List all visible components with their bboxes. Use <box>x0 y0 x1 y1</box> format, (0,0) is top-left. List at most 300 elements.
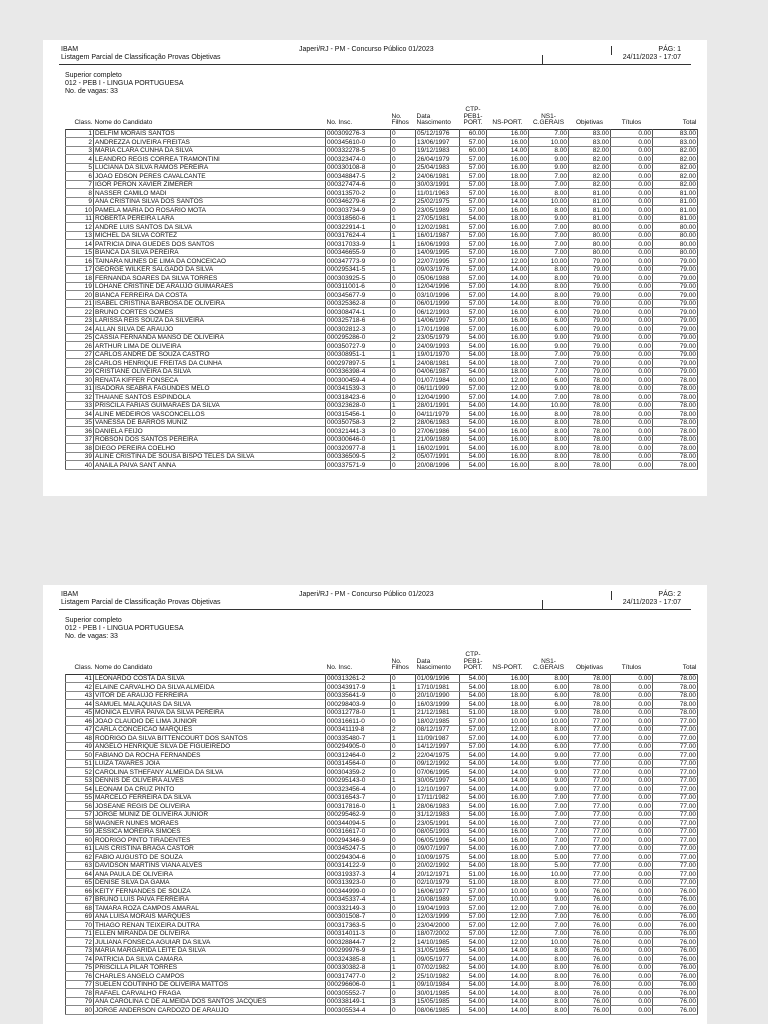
birthdate-cell: 25/02/1975 <box>416 197 460 206</box>
objetivas-cell: 82.00 <box>569 146 611 155</box>
inscription-cell: 000302812-3 <box>326 325 391 334</box>
candidate-name-cell: CHARLES ANGELO CAMPOS <box>94 972 326 981</box>
objetivas-cell: 79.00 <box>569 299 611 308</box>
col-header-nsport: NS-PORT. <box>492 119 523 127</box>
col-header-ns1: NS1- C.GERAIS <box>532 657 565 672</box>
ns1-cell: 8.00 <box>529 410 569 419</box>
inscription-cell: 000295341-5 <box>326 265 391 274</box>
candidate-name-cell: ANDREZZA OLIVEIRA FREITAS <box>94 138 326 147</box>
titulos-cell: 0.00 <box>611 997 653 1006</box>
table-row <box>66 853 698 862</box>
children-cell: 0 <box>391 836 416 845</box>
table-header-row <box>66 652 698 674</box>
ns1-cell: 8.00 <box>529 427 569 436</box>
candidate-name-cell: PRISCILA FARIAS GUIMARAES DA SILVA <box>94 401 326 410</box>
table-row <box>66 742 698 751</box>
ns-port-cell: 14.00 <box>487 759 529 768</box>
titulos-cell: 0.00 <box>611 844 653 853</box>
class-cell: 44 <box>66 700 94 709</box>
children-cell: 0 <box>391 461 416 470</box>
class-cell: 51 <box>66 759 94 768</box>
birthdate-cell: 23/05/1991 <box>416 819 460 828</box>
table-row <box>66 776 698 785</box>
titulos-cell: 0.00 <box>611 793 653 802</box>
class-cell: 74 <box>66 955 94 964</box>
children-cell: 2 <box>391 972 416 981</box>
candidate-name-cell: BRUNO CORTES GOMES <box>94 308 326 317</box>
table-row <box>66 155 698 164</box>
birthdate-cell: 21/09/1989 <box>416 435 460 444</box>
table-body <box>66 674 698 1014</box>
ns-port-cell: 14.00 <box>487 785 529 794</box>
total-cell: 78.00 <box>653 401 698 410</box>
children-cell: 0 <box>391 257 416 266</box>
titulos-cell: 0.00 <box>611 912 653 921</box>
table-row <box>66 938 698 947</box>
class-cell: 22 <box>66 308 94 317</box>
ctp-cell: 54.00 <box>460 700 487 709</box>
inscription-cell: 000311001-6 <box>326 282 391 291</box>
ns1-cell: 9.00 <box>529 163 569 172</box>
ns1-cell: 10.00 <box>529 938 569 947</box>
children-cell: 0 <box>391 376 416 385</box>
titulos-cell: 0.00 <box>611 189 653 198</box>
birthdate-cell: 12/02/1981 <box>416 223 460 232</box>
ns-port-cell: 16.00 <box>487 189 529 198</box>
ns-port-cell: 16.00 <box>487 248 529 257</box>
table-row <box>66 836 698 845</box>
table-row <box>66 325 698 334</box>
inscription-cell: 000316617-0 <box>326 827 391 836</box>
candidate-name-cell: DAVIDSON MARTINS VIANA ALVES <box>94 861 326 870</box>
ctp-cell: 54.00 <box>460 989 487 998</box>
birthdate-cell: 24/08/1981 <box>416 359 460 368</box>
inscription-cell: 000314011-3 <box>326 929 391 938</box>
candidate-name-cell: CARLA CONCEICAO MARQUES <box>94 725 326 734</box>
birthdate-cell: 19/12/1983 <box>416 146 460 155</box>
ns-port-cell: 16.00 <box>487 138 529 147</box>
class-cell: 1 <box>66 129 94 138</box>
report-datetime: 24/11/2023 - 17:07 <box>622 599 681 606</box>
objetivas-cell: 80.00 <box>569 231 611 240</box>
class-cell: 4 <box>66 155 94 164</box>
total-cell: 76.00 <box>653 929 698 938</box>
ns-port-cell: 14.00 <box>487 776 529 785</box>
titulos-cell: 0.00 <box>611 776 653 785</box>
children-cell: 0 <box>391 223 416 232</box>
total-cell: 79.00 <box>653 274 698 283</box>
candidate-name-cell: DELFIM MORAIS SANTOS <box>94 129 326 138</box>
inscription-cell: 000325718-6 <box>326 316 391 325</box>
birthdate-cell: 08/12/1977 <box>416 725 460 734</box>
titulos-cell: 0.00 <box>611 291 653 300</box>
ns-port-cell: 16.00 <box>487 342 529 351</box>
table-row <box>66 401 698 410</box>
inscription-cell: 000294304-6 <box>326 853 391 862</box>
children-cell: 1 <box>391 895 416 904</box>
ns-port-cell: 18.00 <box>487 853 529 862</box>
inscription-cell: 000312778-0 <box>326 708 391 717</box>
titulos-cell: 0.00 <box>611 461 653 470</box>
children-cell: 0 <box>391 989 416 998</box>
ctp-cell: 57.00 <box>460 248 487 257</box>
birthdate-cell: 28/06/1983 <box>416 802 460 811</box>
ctp-cell: 54.00 <box>460 963 487 972</box>
ns-port-cell: 16.00 <box>487 793 529 802</box>
inscription-cell: 000301508-7 <box>326 912 391 921</box>
children-cell: 1 <box>391 963 416 972</box>
candidate-name-cell: ANA PAULA DE OLIVEIRA <box>94 870 326 879</box>
inscription-cell: 000341119-8 <box>326 725 391 734</box>
objetivas-cell: 79.00 <box>569 308 611 317</box>
objetivas-cell: 78.00 <box>569 401 611 410</box>
ns-port-cell: 14.00 <box>487 742 529 751</box>
inscription-cell: 000317033-9 <box>326 240 391 249</box>
ns-port-cell: 14.00 <box>487 972 529 981</box>
ctp-cell: 54.00 <box>460 836 487 845</box>
candidate-name-cell: PRISCILLA PILAR TORRES <box>94 963 326 972</box>
class-cell: 5 <box>66 163 94 172</box>
titulos-cell: 0.00 <box>611 734 653 743</box>
total-cell: 77.00 <box>653 734 698 743</box>
ns1-cell: 9.00 <box>529 768 569 777</box>
titulos-cell: 0.00 <box>611 989 653 998</box>
ns1-cell: 8.00 <box>529 291 569 300</box>
ns-port-cell: 14.00 <box>487 997 529 1006</box>
children-cell: 2 <box>391 452 416 461</box>
objetivas-cell: 76.00 <box>569 887 611 896</box>
children-cell: 0 <box>391 785 416 794</box>
col-header-name: Nome do Candidato <box>94 119 153 127</box>
ns1-cell: 6.00 <box>529 691 569 700</box>
table-row <box>66 257 698 266</box>
total-cell: 78.00 <box>653 384 698 393</box>
ns-port-cell: 16.00 <box>487 223 529 232</box>
ns1-cell: 8.00 <box>529 265 569 274</box>
objetivas-cell: 82.00 <box>569 163 611 172</box>
titulos-cell: 0.00 <box>611 921 653 930</box>
total-cell: 80.00 <box>653 248 698 257</box>
table-row <box>66 316 698 325</box>
titulos-cell: 0.00 <box>611 265 653 274</box>
total-cell: 82.00 <box>653 172 698 181</box>
titulos-cell: 0.00 <box>611 972 653 981</box>
ctp-cell: 57.00 <box>460 265 487 274</box>
document-page-2 <box>43 585 707 1024</box>
inscription-cell: 000344999-0 <box>326 887 391 896</box>
ctp-cell: 54.00 <box>460 674 487 683</box>
candidate-name-cell: MARCELO FERREIRA DA SILVA <box>94 793 326 802</box>
inscription-cell: 000343917-9 <box>326 683 391 692</box>
children-cell: 2 <box>391 751 416 760</box>
class-cell: 46 <box>66 717 94 726</box>
titulos-cell: 0.00 <box>611 1006 653 1015</box>
birthdate-cell: 31/05/1965 <box>416 946 460 955</box>
objetivas-cell: 77.00 <box>569 819 611 828</box>
ctp-cell: 57.00 <box>460 197 487 206</box>
table-row <box>66 274 698 283</box>
candidate-name-cell: CASSIA FERNANDA MANSO DE OLIVEIRA <box>94 333 326 342</box>
ns1-cell: 7.00 <box>529 172 569 181</box>
class-cell: 18 <box>66 274 94 283</box>
header-divider <box>611 591 612 600</box>
ctp-cell: 54.00 <box>460 418 487 427</box>
total-cell: 77.00 <box>653 861 698 870</box>
total-cell: 77.00 <box>653 776 698 785</box>
titulos-cell: 0.00 <box>611 197 653 206</box>
table-row <box>66 921 698 930</box>
ctp-cell: 54.00 <box>460 997 487 1006</box>
ns-port-cell: 12.00 <box>487 725 529 734</box>
objetivas-cell: 79.00 <box>569 257 611 266</box>
birthdate-cell: 20/12/1971 <box>416 870 460 879</box>
children-cell: 0 <box>391 759 416 768</box>
ctp-cell: 57.00 <box>460 189 487 198</box>
candidate-name-cell: ELAINE CARVALHO DA SILVA ALMEIDA <box>94 683 326 692</box>
titulos-cell: 0.00 <box>611 138 653 147</box>
objetivas-cell: 76.00 <box>569 938 611 947</box>
objetivas-cell: 78.00 <box>569 461 611 470</box>
ctp-cell: 57.00 <box>460 904 487 913</box>
objetivas-cell: 78.00 <box>569 708 611 717</box>
inscription-cell: 000335480-7 <box>326 734 391 743</box>
children-cell: 2 <box>391 197 416 206</box>
ctp-cell: 54.00 <box>460 452 487 461</box>
inscription-cell: 000305552-7 <box>326 989 391 998</box>
ns1-cell: 8.00 <box>529 946 569 955</box>
objetivas-cell: 76.00 <box>569 904 611 913</box>
class-cell: 80 <box>66 1006 94 1015</box>
total-cell: 79.00 <box>653 350 698 359</box>
total-cell: 76.00 <box>653 963 698 972</box>
birthdate-cell: 20/08/1996 <box>416 461 460 470</box>
birthdate-cell: 05/07/1991 <box>416 452 460 461</box>
ns1-cell: 7.00 <box>529 248 569 257</box>
birthdate-cell: 24/09/1993 <box>416 342 460 351</box>
vacancies-count: No. de vagas: 33 <box>65 633 118 640</box>
birthdate-cell: 12/04/1990 <box>416 393 460 402</box>
ctp-cell: 57.00 <box>460 929 487 938</box>
candidate-name-cell: ALINE CRISTINA DE SOUSA BISPO TELES DA SILVA <box>94 452 326 461</box>
page-number: PÁG: 1 <box>658 46 681 53</box>
total-cell: 76.00 <box>653 955 698 964</box>
ctp-cell: 57.00 <box>460 316 487 325</box>
children-cell: 0 <box>391 342 416 351</box>
birthdate-cell: 28/01/1991 <box>416 401 460 410</box>
col-header-objetivas: Objetivas <box>575 119 604 127</box>
candidate-name-cell: GEORGE WILKER SALGADO DA SILVA <box>94 265 326 274</box>
total-cell: 83.00 <box>653 138 698 147</box>
ctp-cell: 54.00 <box>460 980 487 989</box>
titulos-cell: 0.00 <box>611 325 653 334</box>
candidate-name-cell: CRISTIANE OLIVEIRA DA SILVA <box>94 367 326 376</box>
ns1-cell: 10.00 <box>529 138 569 147</box>
ns1-cell: 8.00 <box>529 878 569 887</box>
ns-port-cell: 18.00 <box>487 359 529 368</box>
table-row <box>66 700 698 709</box>
ns1-cell: 8.00 <box>529 1006 569 1015</box>
candidate-name-cell: LEANDRO REGIS CORREA TRAMONTINI <box>94 155 326 164</box>
total-cell: 78.00 <box>653 683 698 692</box>
ctp-cell: 54.00 <box>460 793 487 802</box>
ns1-cell: 7.00 <box>529 793 569 802</box>
objetivas-cell: 77.00 <box>569 810 611 819</box>
titulos-cell: 0.00 <box>611 231 653 240</box>
table-row <box>66 887 698 896</box>
table-row <box>66 819 698 828</box>
children-cell: 1 <box>391 708 416 717</box>
inscription-cell: 000296606-0 <box>326 980 391 989</box>
class-cell: 35 <box>66 418 94 427</box>
col-header-name: Nome do Candidato <box>94 664 153 672</box>
candidate-name-cell: LUCIANA DA SILVA RAMOS PEREIRA <box>94 163 326 172</box>
titulos-cell: 0.00 <box>611 350 653 359</box>
birthdate-cell: 31/12/1983 <box>416 810 460 819</box>
class-cell: 63 <box>66 861 94 870</box>
birthdate-cell: 04/11/1979 <box>416 410 460 419</box>
class-cell: 26 <box>66 342 94 351</box>
birthdate-cell: 01/09/1996 <box>416 674 460 683</box>
inscription-cell: 000321441-3 <box>326 427 391 436</box>
total-cell: 76.00 <box>653 895 698 904</box>
objetivas-cell: 77.00 <box>569 827 611 836</box>
inscription-cell: 000313261-2 <box>326 674 391 683</box>
objetivas-cell: 77.00 <box>569 802 611 811</box>
total-cell: 79.00 <box>653 308 698 317</box>
table-row <box>66 206 698 215</box>
ns1-cell: 9.00 <box>529 708 569 717</box>
children-cell: 2 <box>391 333 416 342</box>
ns1-cell: 8.00 <box>529 963 569 972</box>
class-cell: 21 <box>66 299 94 308</box>
candidate-name-cell: MONICA ELVIRA PAIVA DA SILVA PEREIRA <box>94 708 326 717</box>
ctp-cell: 54.00 <box>460 461 487 470</box>
candidate-name-cell: JOAO EDSON PERES CAVALCANTE <box>94 172 326 181</box>
total-cell: 78.00 <box>653 444 698 453</box>
class-cell: 55 <box>66 793 94 802</box>
class-cell: 2 <box>66 138 94 147</box>
class-cell: 78 <box>66 989 94 998</box>
table-row <box>66 734 698 743</box>
table-row <box>66 231 698 240</box>
ctp-cell: 54.00 <box>460 691 487 700</box>
inscription-cell: 000316543-7 <box>326 793 391 802</box>
titulos-cell: 0.00 <box>611 674 653 683</box>
birthdate-cell: 26/04/1979 <box>416 155 460 164</box>
class-cell: 68 <box>66 904 94 913</box>
col-header-total: Total <box>682 664 697 672</box>
objetivas-cell: 83.00 <box>569 138 611 147</box>
objetivas-cell: 76.00 <box>569 929 611 938</box>
titulos-cell: 0.00 <box>611 333 653 342</box>
objetivas-cell: 77.00 <box>569 844 611 853</box>
children-cell: 1 <box>391 401 416 410</box>
titulos-cell: 0.00 <box>611 708 653 717</box>
total-cell: 78.00 <box>653 708 698 717</box>
total-cell: 79.00 <box>653 325 698 334</box>
vacancies-count: No. de vagas: 33 <box>65 88 118 95</box>
titulos-cell: 0.00 <box>611 316 653 325</box>
objetivas-cell: 79.00 <box>569 265 611 274</box>
ns-port-cell: 14.00 <box>487 393 529 402</box>
ns1-cell: 9.00 <box>529 342 569 351</box>
class-cell: 37 <box>66 435 94 444</box>
total-cell: 79.00 <box>653 265 698 274</box>
class-cell: 38 <box>66 444 94 453</box>
class-cell: 14 <box>66 240 94 249</box>
ctp-cell: 54.00 <box>460 342 487 351</box>
children-cell: 4 <box>391 870 416 879</box>
ctp-cell: 54.00 <box>460 683 487 692</box>
total-cell: 82.00 <box>653 146 698 155</box>
table-row <box>66 282 698 291</box>
children-cell: 0 <box>391 129 416 138</box>
ctp-cell: 57.00 <box>460 384 487 393</box>
total-cell: 78.00 <box>653 410 698 419</box>
ns1-cell: 5.00 <box>529 853 569 862</box>
ctp-cell: 54.00 <box>460 853 487 862</box>
class-cell: 32 <box>66 393 94 402</box>
ctp-cell: 60.00 <box>460 146 487 155</box>
children-cell: 0 <box>391 138 416 147</box>
inscription-cell: 000346655-9 <box>326 248 391 257</box>
total-cell: 80.00 <box>653 231 698 240</box>
candidate-name-cell: JOSEANE REGIS DE OLIVEIRA <box>94 802 326 811</box>
titulos-cell: 0.00 <box>611 963 653 972</box>
titulos-cell: 0.00 <box>611 691 653 700</box>
table-row <box>66 955 698 964</box>
class-cell: 79 <box>66 997 94 1006</box>
class-cell: 30 <box>66 376 94 385</box>
titulos-cell: 0.00 <box>611 418 653 427</box>
candidate-name-cell: FERNANDA SOARES DA SILVA TORRES <box>94 274 326 283</box>
ns1-cell: 10.00 <box>529 197 569 206</box>
ns-port-cell: 14.00 <box>487 734 529 743</box>
table-row <box>66 129 698 138</box>
table-row <box>66 759 698 768</box>
table-row <box>66 444 698 453</box>
classification-table <box>65 652 698 1015</box>
table-row <box>66 1006 698 1015</box>
ctp-cell: 57.00 <box>460 138 487 147</box>
ctp-cell: 54.00 <box>460 946 487 955</box>
candidate-name-cell: JOAO CLAUDIO DE LIMA JUNIOR <box>94 717 326 726</box>
ns1-cell: 8.00 <box>529 980 569 989</box>
candidate-name-cell: ANAILA PAIVA SANT ANNA <box>94 461 326 470</box>
ns-port-cell: 16.00 <box>487 870 529 879</box>
ctp-cell: 57.00 <box>460 308 487 317</box>
ns1-cell: 6.00 <box>529 325 569 334</box>
children-cell: 0 <box>391 427 416 436</box>
class-cell: 3 <box>66 146 94 155</box>
ns-port-cell: 16.00 <box>487 155 529 164</box>
objetivas-cell: 83.00 <box>569 129 611 138</box>
ns1-cell: 9.00 <box>529 776 569 785</box>
titulos-cell: 0.00 <box>611 180 653 189</box>
total-cell: 77.00 <box>653 768 698 777</box>
ns1-cell: 9.00 <box>529 785 569 794</box>
titulos-cell: 0.00 <box>611 827 653 836</box>
total-cell: 80.00 <box>653 223 698 232</box>
birthdate-cell: 22/07/1995 <box>416 257 460 266</box>
ns-port-cell: 12.00 <box>487 904 529 913</box>
class-cell: 50 <box>66 751 94 760</box>
total-cell: 78.00 <box>653 674 698 683</box>
table-row <box>66 793 698 802</box>
inscription-cell: 000314564-0 <box>326 759 391 768</box>
candidate-name-cell: LEONAM DA CRUZ PINTO <box>94 785 326 794</box>
ns-port-cell: 18.00 <box>487 180 529 189</box>
